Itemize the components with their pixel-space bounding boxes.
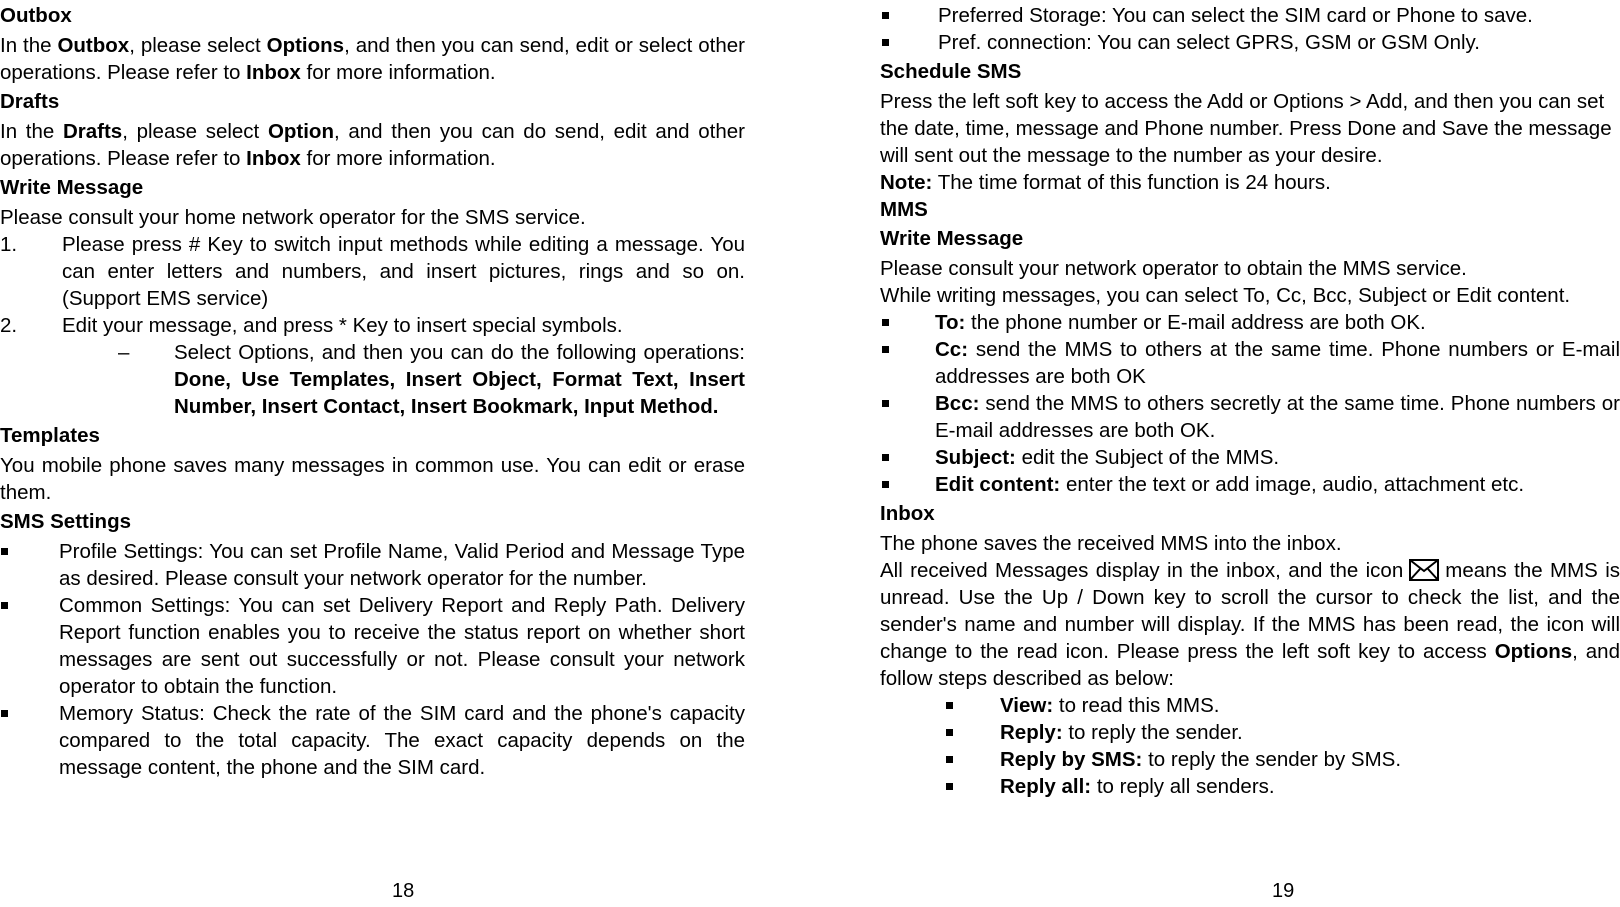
inbox-paragraph: All received Messages display in the inbox, and the icon means the MMS is unread. Use the Up / Down key to scroll the cursor to check the list, and the sender's name and number will display. If the MMS has been read, the icon will change to the read icon. Please press the left soft key to access Options, and follow steps described as below:: [880, 559, 1620, 690]
mms-write-line2: While writing messages, you can select To, Cc, Bcc, Subject or Edit content.: [880, 284, 1571, 307]
list-item: Cc: send the MMS to others at the same time. Phone numbers or E-mail addresses are both OK: [880, 336, 1620, 390]
bullet-icon: [946, 783, 953, 790]
drafts-heading: Drafts: [0, 90, 60, 113]
list-item: Reply all: to reply all senders.: [880, 773, 1620, 800]
drafts-paragraph: In the Drafts, please select Option, and then you can do send, edit and other operations. Please refer to Inbox for more information.: [0, 120, 745, 170]
bullet-icon: [882, 454, 889, 461]
list-item: Pref. connection: You can select GPRS, GSM or GSM Only.: [880, 29, 1620, 56]
bullet-icon: [882, 400, 889, 407]
inbox-options-list: [880, 692, 1620, 800]
bullet-icon: [882, 319, 889, 326]
sms-settings-list: [0, 538, 745, 781]
list-item: Memory Status: Check the rate of the SIM card and the phone's capacity compared to the total capacity. The exact capacity depends on the message content, the phone and the SIM card.: [0, 700, 745, 781]
list-item: To: the phone number or E-mail address are both OK.: [880, 309, 1620, 336]
bullet-icon: [882, 481, 889, 488]
list-item: Profile Settings: You can set Profile Name, Valid Period and Message Type as desired. Please consult your network operator for the number.: [0, 538, 745, 592]
inbox-heading: Inbox: [880, 502, 935, 525]
write-message-intro: Please consult your home network operator for the SMS service.: [0, 206, 586, 229]
bullet-icon: [946, 702, 953, 709]
envelope-icon: [1409, 559, 1439, 581]
schedule-note: Note: The time format of this function is 24 hours.: [880, 171, 1331, 194]
bullet-icon: [882, 346, 889, 353]
list-item: Subject: edit the Subject of the MMS.: [880, 444, 1620, 471]
inbox-line1: The phone saves the received MMS into the inbox.: [880, 532, 1342, 555]
bullet-icon: [882, 39, 889, 46]
page-number-right: 19: [1272, 880, 1295, 902]
write-message-heading: Write Message: [0, 176, 144, 199]
sms-settings-heading: SMS Settings: [0, 510, 131, 533]
list-item: Preferred Storage: You can select the SIM card or Phone to save.: [880, 2, 1620, 29]
templates-heading: Templates: [0, 424, 100, 447]
bullet-icon: [1, 710, 8, 717]
settings-continued-list: [880, 2, 1620, 56]
mms-fields-list: [880, 309, 1620, 498]
schedule-sms-paragraph: Press the left soft key to access the Add or Options > Add, and then you can set the date, time, message and Phone number. Press Done and Save the message will sent out the message to the number as your desire.: [880, 90, 1612, 167]
list-item: 2. Edit your message, and press * Key to insert special symbols.: [0, 314, 623, 337]
mms-write-line1: Please consult your network operator to obtain the MMS service.: [880, 257, 1467, 280]
outbox-paragraph: In the Outbox, please select Options, and then you can send, edit or select other operations. Please refer to Inbox for more information.: [0, 34, 745, 84]
list-item: 1. Please press # Key to switch input methods while editing a message. You can enter letters and numbers, and insert pictures, rings and so on. (Support EMS service): [0, 233, 745, 310]
list-item: View: to read this MMS.: [880, 692, 1620, 719]
mms-heading: MMS: [880, 198, 928, 221]
list-item: Edit content: enter the text or add image, audio, attachment etc.: [880, 471, 1620, 498]
outbox-heading: Outbox: [0, 4, 72, 27]
bullet-icon: [946, 729, 953, 736]
list-item: Common Settings: You can set Delivery Report and Reply Path. Delivery Report function enables you to receive the status report on whether short messages are sent out successfully or not. Please consult your network operator to obtain the function.: [0, 592, 745, 700]
page-number-left: 18: [392, 880, 415, 902]
templates-paragraph: You mobile phone saves many messages in common use. You can edit or erase them.: [0, 454, 745, 504]
bullet-icon: [946, 756, 953, 763]
left-page: [0, 0, 745, 781]
bullet-icon: [1, 548, 8, 555]
dash-marker: –: [118, 341, 130, 364]
bullet-icon: [882, 12, 889, 19]
list-item: Bcc: send the MMS to others secretly at the same time. Phone numbers or E-mail addresses are both OK.: [880, 390, 1620, 444]
list-item: Reply by SMS: to reply the sender by SMS.: [880, 746, 1620, 773]
schedule-sms-heading: Schedule SMS: [880, 60, 1022, 83]
right-page: [880, 0, 1620, 800]
write-message-steps: [0, 231, 745, 339]
list-item: Reply: to reply the sender.: [880, 719, 1620, 746]
options-dash-item: – Select Options, and then you can do the following operations: Done, Use Templates, Insert Object, Format Text, Insert Number, Insert Contact, Insert Bookmark, Input Method.: [118, 341, 745, 418]
mms-write-message-heading: Write Message: [880, 227, 1024, 250]
bullet-icon: [1, 602, 8, 609]
